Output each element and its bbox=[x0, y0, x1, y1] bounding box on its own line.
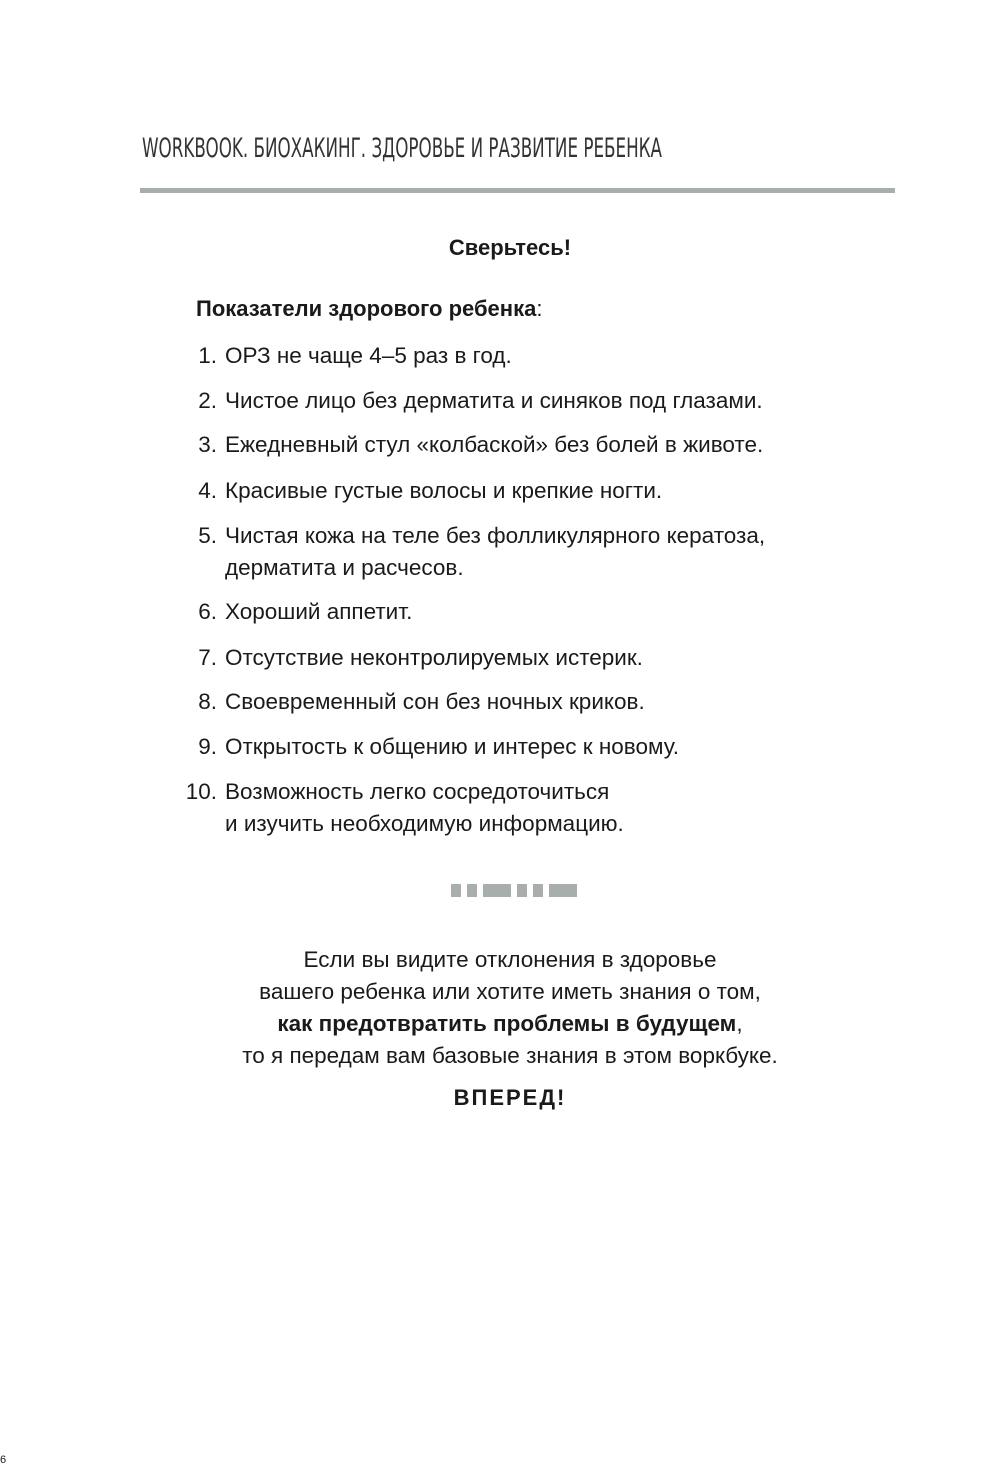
list-heading-bold: Показатели здорового ребенка bbox=[196, 296, 537, 321]
item-number: 3. bbox=[198, 432, 217, 457]
header-rule bbox=[140, 188, 895, 193]
item-number: 7. bbox=[198, 645, 217, 670]
divider-block bbox=[451, 884, 461, 897]
item-text: Чистая кожа на теле без фолликулярного кератоза, bbox=[225, 523, 766, 548]
item-number: 5. bbox=[198, 523, 217, 548]
item-text: Своевременный сон без ночных криков. bbox=[225, 689, 645, 714]
item-number: 2. bbox=[198, 388, 217, 413]
list-heading bbox=[196, 296, 542, 322]
item-text: Красивые густые волосы и крепкие ногти. bbox=[225, 478, 663, 503]
section-divider bbox=[451, 884, 577, 897]
item-number: 1. bbox=[198, 343, 217, 368]
item-text: дерматита и расчесов. bbox=[225, 555, 464, 580]
item-text: Открытость к общению и интерес к новому. bbox=[225, 734, 679, 759]
list-heading-suffix: : bbox=[536, 296, 543, 321]
item-text: Ежедневный стул «колбаской» без болей в животе. bbox=[225, 432, 764, 457]
item-number: 4. bbox=[198, 478, 217, 503]
item-text: ОРЗ не чаще 4–5 раз в год. bbox=[225, 343, 512, 368]
running-header-title: WORKBOOK. БИОХАКИНГ. ЗДОРОВЬЕ И РАЗВИТИЕ РЕБЕНКА bbox=[142, 133, 663, 164]
closing-line bbox=[0, 1008, 1000, 1040]
item-number: 10. bbox=[185, 779, 217, 804]
item-text: и изучить необходимую информацию. bbox=[225, 811, 624, 836]
closing-bold-phrase: как предотвратить проблемы в будущем bbox=[277, 1011, 737, 1036]
divider-block bbox=[517, 884, 527, 897]
closing-line: то я передам вам базовые знания в этом воркбуке. bbox=[242, 1043, 778, 1068]
divider-block bbox=[533, 884, 543, 897]
closing-line: вашего ребенка или хотите иметь знания о том, bbox=[259, 979, 761, 1004]
check-title: Сверьтесь! bbox=[448, 235, 572, 260]
divider-block bbox=[549, 884, 577, 897]
item-text: Возможность легко сосредоточиться bbox=[225, 779, 610, 804]
item-number: 8. bbox=[198, 689, 217, 714]
divider-block bbox=[467, 884, 477, 897]
closing-line: Если вы видите отклонения в здоровье bbox=[303, 947, 717, 972]
closing-punctuation: , bbox=[736, 1011, 743, 1036]
forward-callout: ВПЕРЕД! bbox=[453, 1085, 567, 1110]
item-text: Чистое лицо без дерматита и синяков под глазами. bbox=[225, 388, 763, 413]
item-number: 9. bbox=[198, 734, 217, 759]
item-text: Хороший аппетит. bbox=[225, 599, 413, 624]
item-text: Отсутствие неконтролируемых истерик. bbox=[225, 645, 643, 670]
divider-block bbox=[483, 884, 511, 897]
page-number: 6 bbox=[0, 1454, 7, 1466]
item-number: 6. bbox=[198, 599, 217, 624]
closing-paragraph bbox=[0, 944, 1000, 1072]
